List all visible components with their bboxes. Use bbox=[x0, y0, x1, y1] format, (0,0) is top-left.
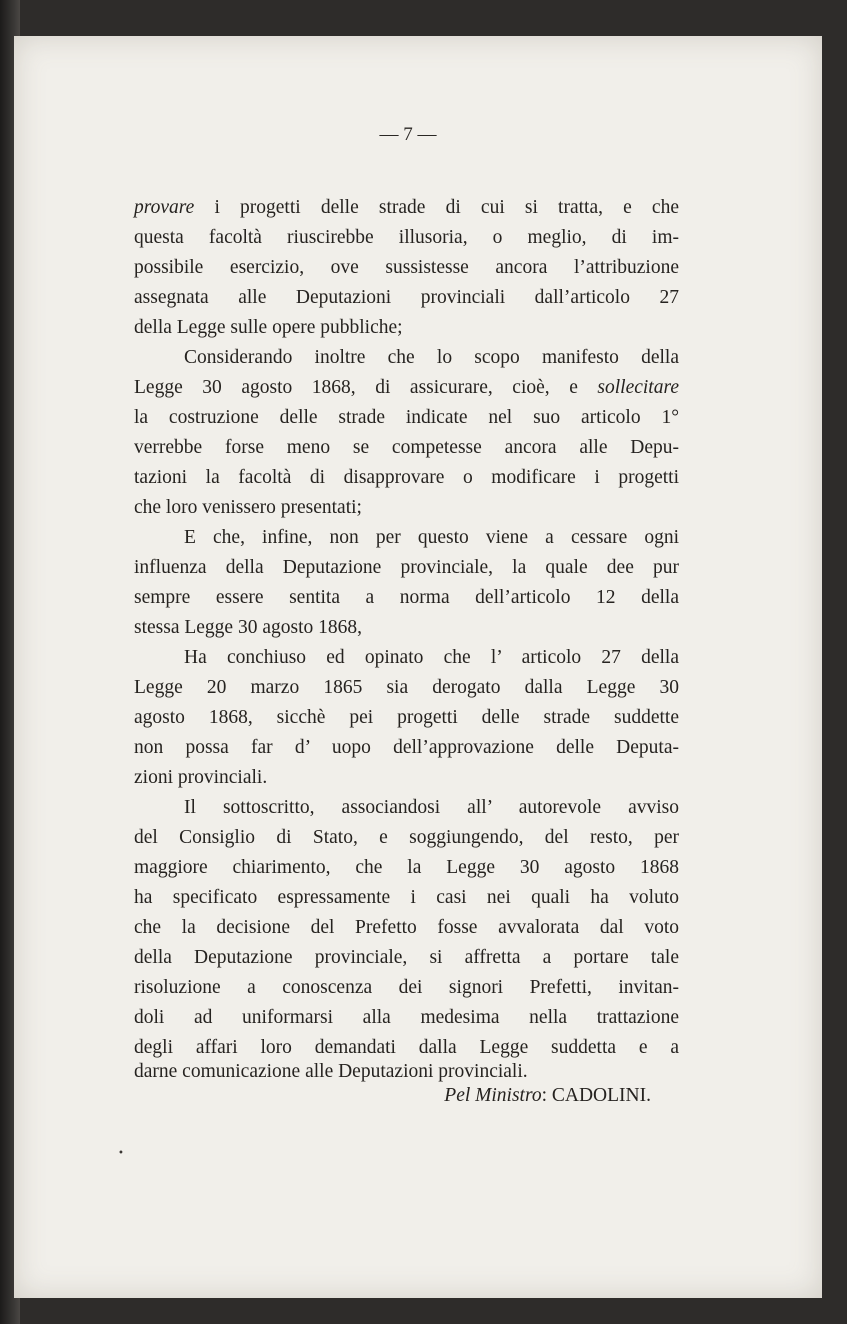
text-line: influenza della Deputazione provinciale, la quale dee pur bbox=[134, 557, 679, 578]
text-line: Ha conchiuso ed opinato che l’ articolo 27 della bbox=[184, 647, 679, 668]
signature-prefix: Pel Ministro bbox=[444, 1085, 542, 1106]
text-line: zioni provinciali. bbox=[134, 767, 268, 788]
text-line: che loro venissero presentati; bbox=[134, 497, 362, 518]
text-line: della Legge sulle opere pubbliche; bbox=[134, 317, 403, 338]
text-line: sempre essere sentita a norma dell’articolo 12 della bbox=[134, 587, 679, 608]
text-line: stessa Legge 30 agosto 1868, bbox=[134, 617, 363, 638]
text-line: del Consiglio di Stato, e soggiungendo, del resto, per bbox=[134, 827, 679, 848]
text-line: verrebbe forse meno se competesse ancora alle Depu- bbox=[134, 437, 679, 458]
text-line: della Deputazione provinciale, si affretta a portare tale bbox=[134, 947, 679, 968]
text-line: tazioni la facoltà di disapprovare o modificare i progetti bbox=[134, 467, 679, 488]
text-line: Legge 20 marzo 1865 sia derogato dalla Legge 30 bbox=[134, 677, 679, 698]
text-line: provare i progetti delle strade di cui si tratta, e che bbox=[134, 197, 679, 218]
ink-speck: • bbox=[118, 1148, 124, 1159]
text-line: la costruzione delle strade indicate nel suo articolo 1° bbox=[134, 407, 679, 428]
text-line: non possa far d’ uopo dell’approvazione delle Deputa- bbox=[134, 737, 679, 758]
text-line: Considerando inoltre che lo scopo manifesto della bbox=[184, 347, 679, 368]
text-line: possibile esercizio, ove sussistesse ancora l’attribuzione bbox=[134, 257, 679, 278]
text-line: doli ad uniformarsi alla medesima nella trattazione bbox=[134, 1007, 679, 1028]
signature-name: CADOLINI. bbox=[551, 1085, 651, 1106]
text-line: che la decisione del Prefetto fosse avvalorata dal voto bbox=[134, 917, 679, 938]
text-line: Legge 30 agosto 1868, di assicurare, cioè, e sollecitare bbox=[134, 377, 679, 398]
text-line: agosto 1868, sicchè pei progetti delle strade suddette bbox=[134, 707, 679, 728]
page-number: — 7 — bbox=[379, 124, 437, 145]
text-line: darne comunicazione alle Deputazioni provinciali. bbox=[134, 1061, 528, 1082]
text-line: questa facoltà riuscirebbe illusoria, o meglio, di im- bbox=[134, 227, 679, 248]
text-line: Il sottoscritto, associandosi all’ autorevole avviso bbox=[184, 797, 679, 818]
text-line: risoluzione a conoscenza dei signori Prefetti, invitan- bbox=[134, 977, 679, 998]
text-line: assegnata alle Deputazioni provinciali dall’articolo 27 bbox=[134, 287, 679, 308]
text-line: ha specificato espressamente i casi nei quali ha voluto bbox=[134, 887, 679, 908]
text-line: E che, infine, non per questo viene a cessare ogni bbox=[184, 527, 679, 548]
signature: Pel Ministro: CADOLINI. bbox=[444, 1085, 651, 1106]
text-line: maggiore chiarimento, che la Legge 30 agosto 1868 bbox=[134, 857, 679, 878]
text-line: degli affari loro demandati dalla Legge suddetta e a bbox=[134, 1037, 679, 1058]
